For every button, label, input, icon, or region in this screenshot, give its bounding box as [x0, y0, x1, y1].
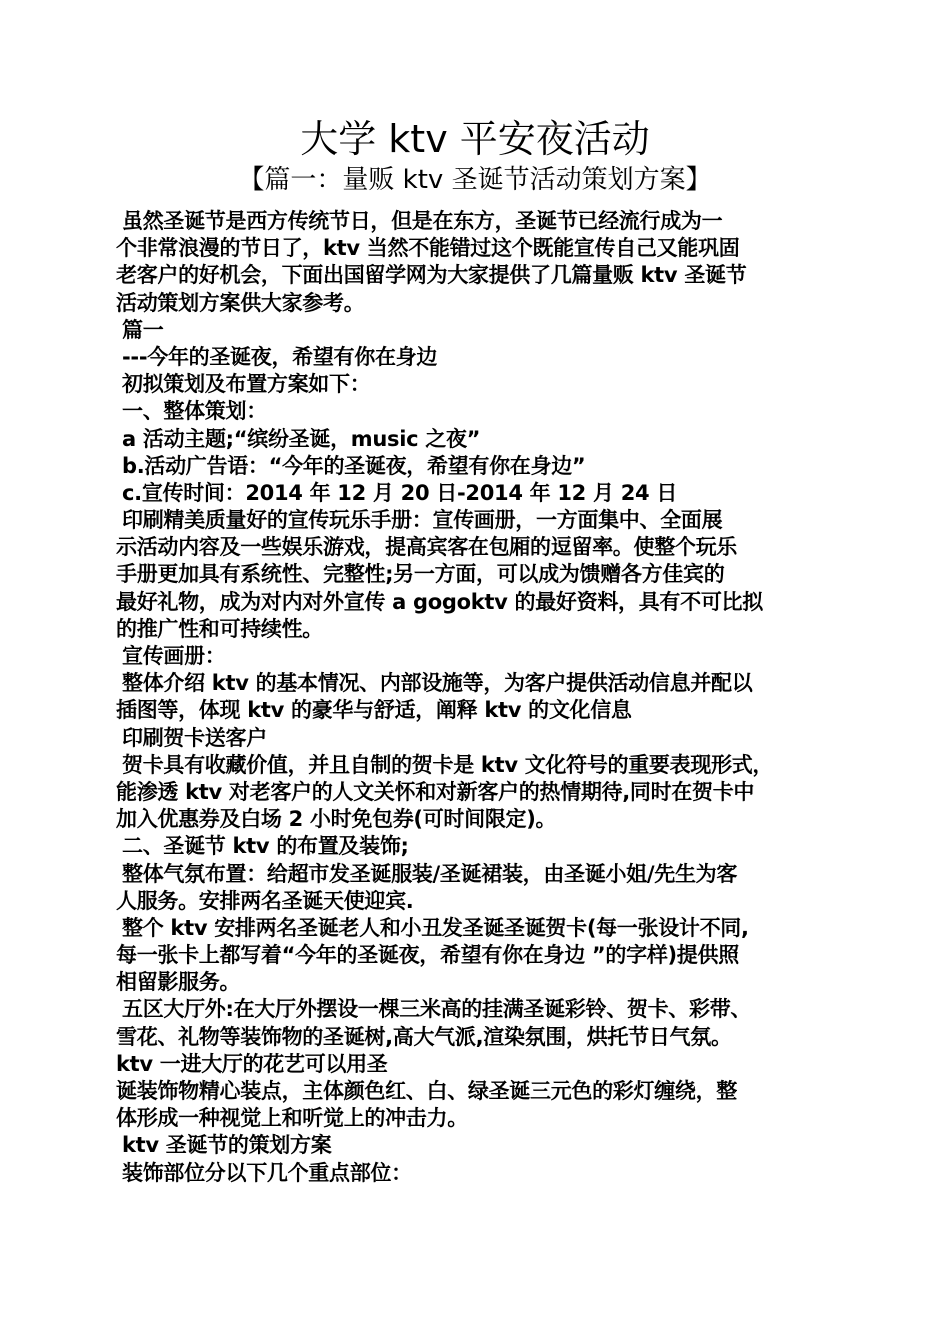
body-line: 印刷精美质量好的宣传玩乐手册：宣传画册，一方面集中、全面展: [122, 508, 723, 533]
body-line: 的推广性和可持续性。: [116, 616, 323, 641]
body-line: 体形成一种视觉上和听觉上的冲击力。: [116, 1106, 468, 1131]
body-line: 贺卡具有收藏价值，并且自制的贺卡是 ktv 文化符号的重要表现形式，: [122, 752, 774, 777]
body-line: 老客户的好机会，下面出国留学网为大家提供了几篇量贩 ktv 圣诞节: [116, 263, 747, 288]
body-line: 相留影服务。: [116, 970, 241, 995]
body-line: 整体气氛布置：给超市发圣诞服装/圣诞裙装，由圣诞小姐/先生为客: [122, 861, 738, 886]
body-line: 装饰部位分以下几个重点部位：: [122, 1160, 412, 1185]
body-line: 人服务。安排两名圣诞天使迎宾.: [116, 888, 414, 913]
body-line: 印刷贺卡送客户: [122, 725, 267, 750]
body-line: 二、圣诞节 ktv 的布置及装饰;: [122, 834, 409, 859]
body-line: 加入优惠券及白场 2 小时免包券(可时间限定)。: [116, 807, 557, 832]
body-line: 活动策划方案供大家参考。: [116, 290, 365, 315]
body-line: 篇一: [122, 317, 164, 342]
body-line: 诞装饰物精心装点，主体颜色红、白、绿圣诞三元色的彩灯缠绕，整: [116, 1079, 737, 1103]
body-line: ktv 一进大厅的花艺可以用圣: [116, 1051, 388, 1076]
body-line: 虽然圣诞节是西方传统节日，但是在东方，圣诞节已经流行成为一: [122, 209, 723, 233]
body-line: 示活动内容及一些娱乐游戏，提高宾客在包厢的逗留率。使整个玩乐: [116, 535, 737, 560]
body-line: a 活动主题;“缤纷圣诞，music 之夜”: [122, 426, 481, 451]
body-line: ktv 圣诞节的策划方案: [122, 1133, 332, 1158]
document-subtitle: 【篇一：量贩 ktv 圣诞节活动策划方案】: [238, 165, 712, 195]
body-line: 初拟策划及布置方案如下：: [122, 372, 371, 397]
body-line: 雪花、礼物等装饰物的圣诞树,高大气派,渲染氛围，烘托节日气氛。: [116, 1024, 732, 1049]
body-line: 每一张卡上都写着“今年的圣诞夜，希望有你在身边 ”的字样)提供照: [116, 943, 739, 968]
document-body: [116, 208, 838, 1187]
body-line: b.活动广告语：“今年的圣诞夜，希望有你在身边”: [122, 453, 586, 478]
body-line: c.宣传时间：2014 年 12 月 20 日-2014 年 12 月 24 日: [122, 480, 678, 505]
body-line: 五区大厅外:在大厅外摆设一棵三米高的挂满圣诞彩铃、贺卡、彩带、: [122, 997, 752, 1022]
document-title: 大学 ktv 平安夜活动: [300, 117, 650, 161]
body-line: 一、整体策划：: [122, 399, 267, 424]
body-line: 整个 ktv 安排两名圣诞老人和小丑发圣诞圣诞贺卡(每一张设计不同,: [122, 915, 749, 940]
body-line: 个非常浪漫的节日了，ktv 当然不能错过这个既能宣传自己又能巩固: [116, 236, 740, 261]
body-line: 最好礼物，成为对内对外宣传 a gogoktv 的最好资料，具有不可比拟: [116, 589, 763, 614]
body-line: 整体介绍 ktv 的基本情况、内部设施等，为客户提供活动信息并配以: [122, 671, 753, 696]
body-line: 手册更加具有系统性、完整性;另一方面，可以成为馈赠各方佳宾的: [116, 562, 725, 587]
body-line: 能渗透 ktv 对老客户的人文关怀和对新客户的热情期待,同时在贺卡中: [116, 779, 755, 804]
body-line: 宣传画册：: [122, 644, 226, 668]
body-line: 插图等，体现 ktv 的豪华与舒适，阐释 ktv 的文化信息: [116, 698, 632, 723]
body-line: ---今年的圣诞夜，希望有你在身边: [122, 344, 438, 369]
